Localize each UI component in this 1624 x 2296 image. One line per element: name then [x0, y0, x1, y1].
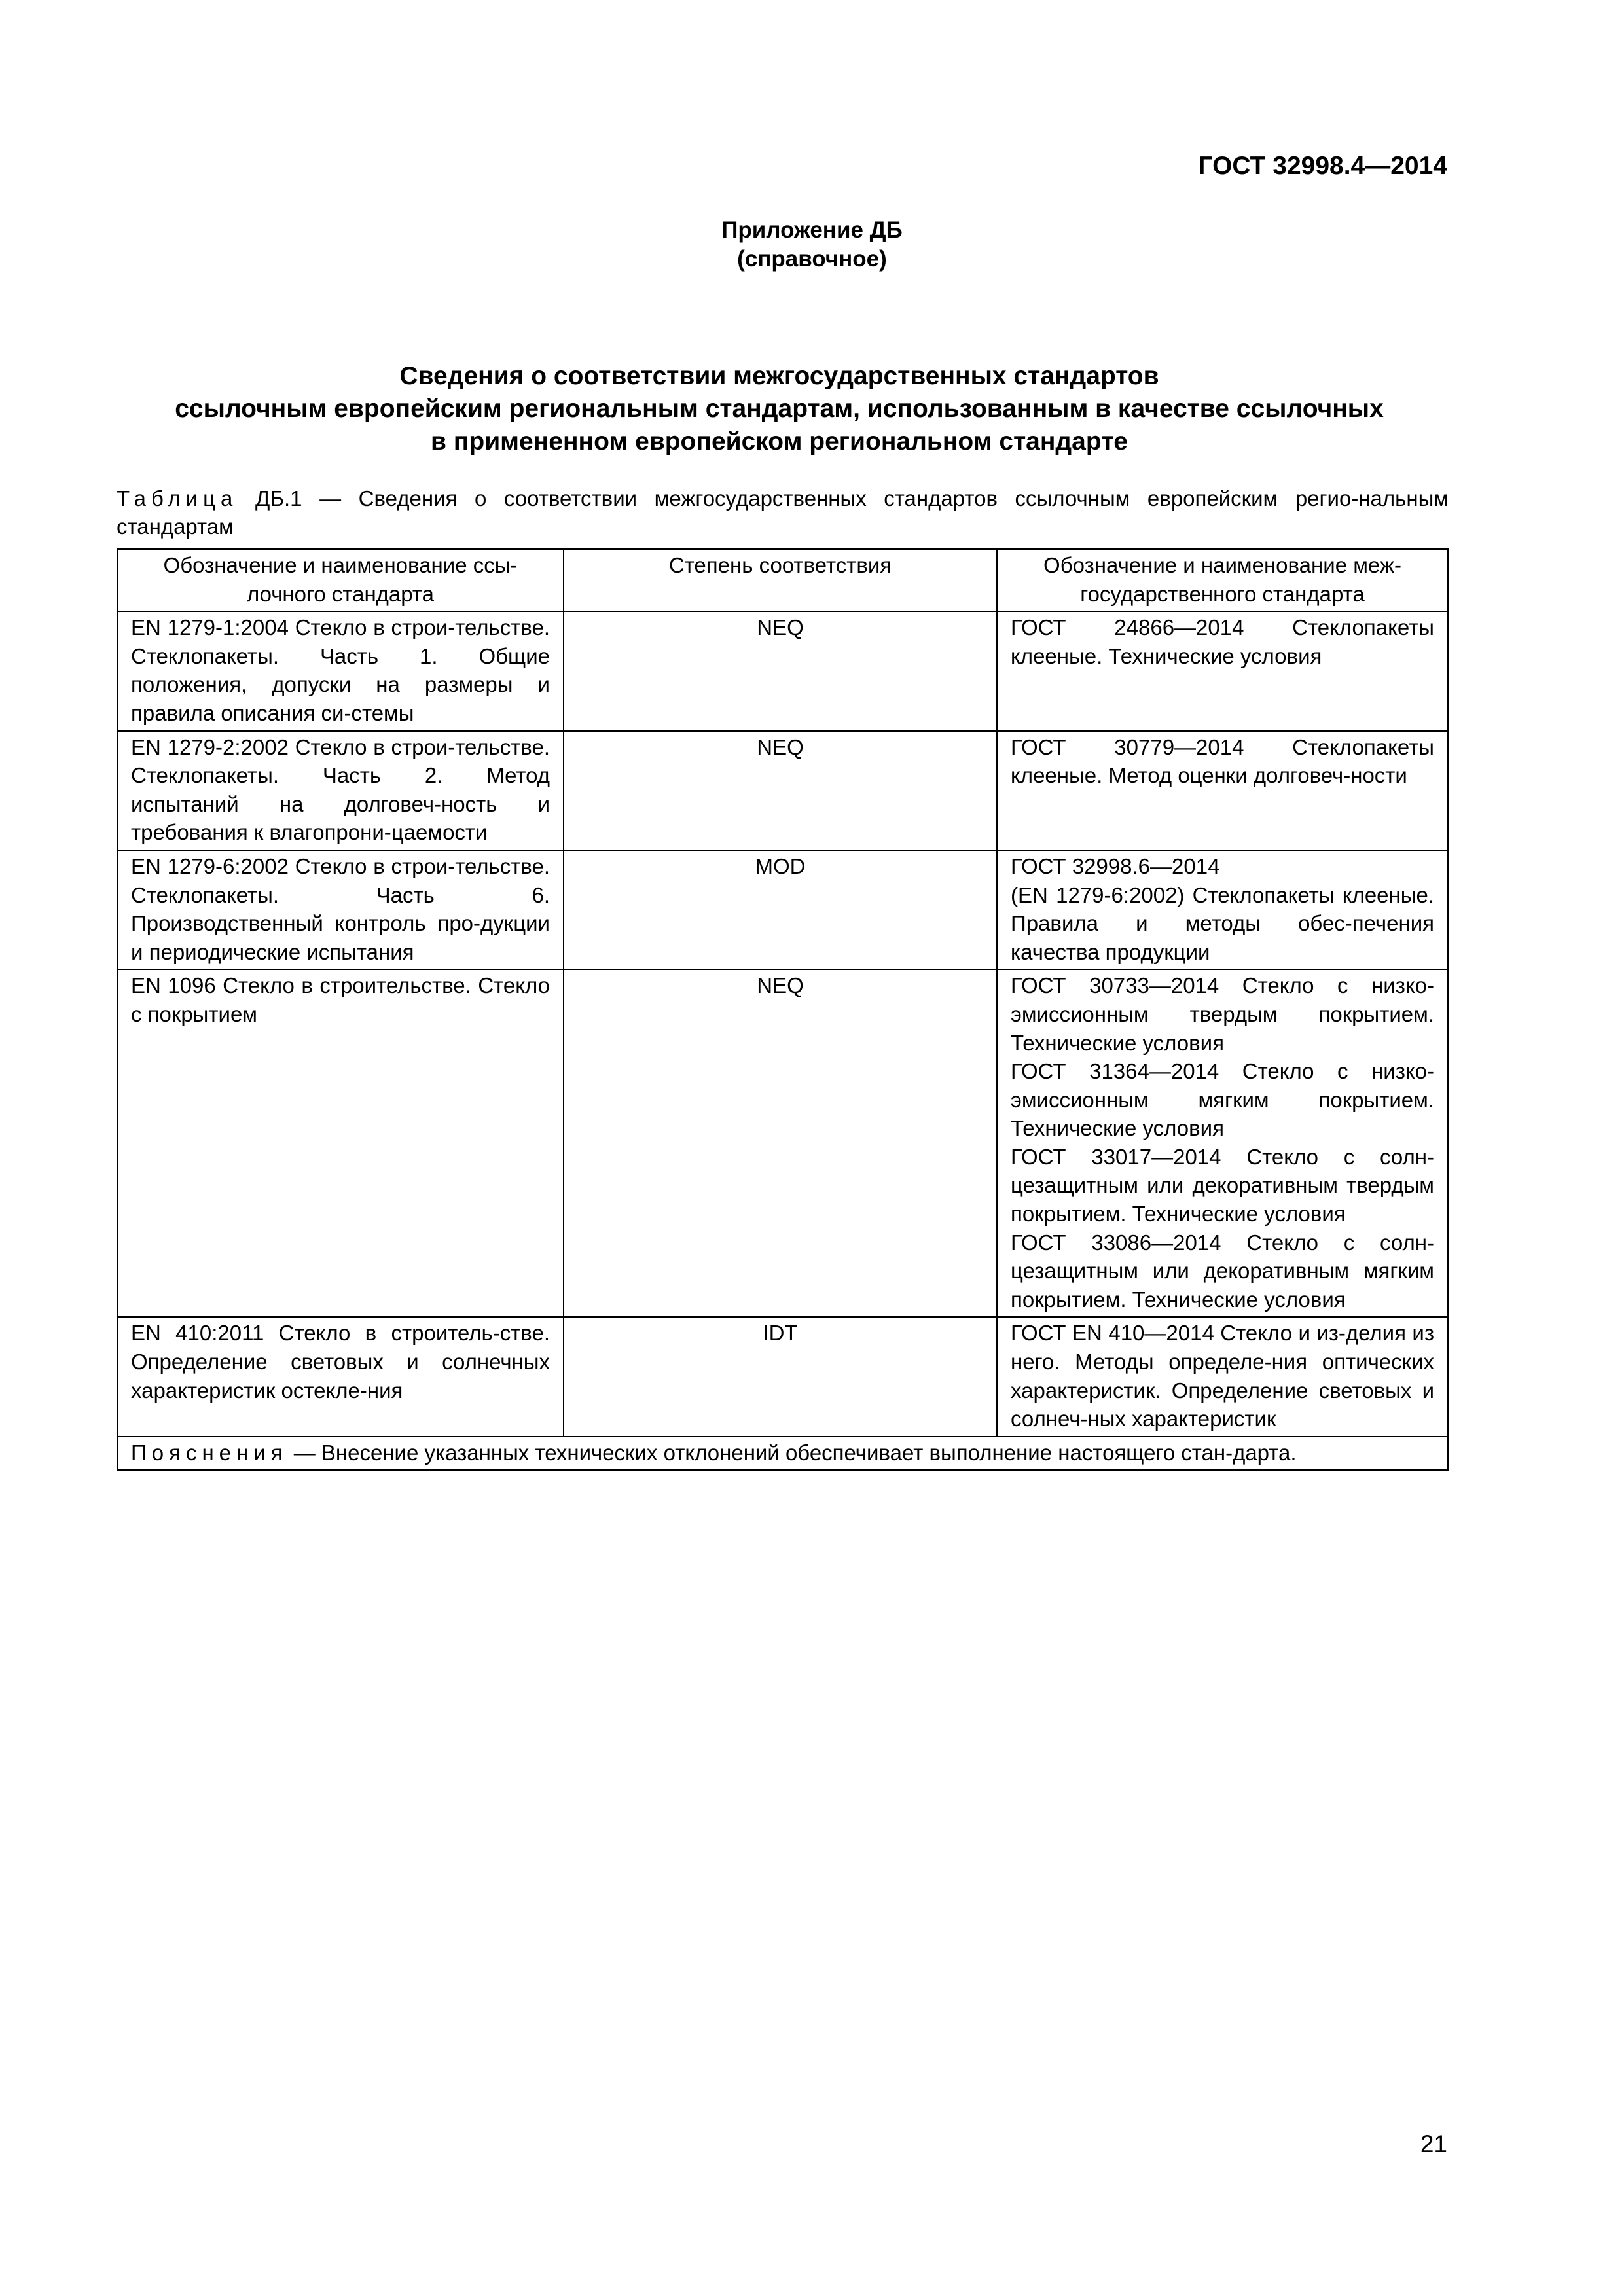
- gost-entry: ГОСТ 30779—2014 Стеклопакеты клееные. Метод оценки долговеч-ности: [1011, 734, 1434, 788]
- table-row: [117, 969, 1448, 1317]
- table-row: [117, 850, 1448, 969]
- page-number: 21: [1420, 2130, 1447, 2157]
- table-caption-label: Таблица: [117, 486, 238, 511]
- interstate-standard-cell: [997, 850, 1448, 969]
- section-title-line-2: ссылочным европейским региональным стандартам, использованным в качестве ссылочных: [175, 395, 1384, 423]
- gost-entry: ГОСТ 33086—2014 Стекло с солн-цезащитным или декоративным мягким покрытием. Технические условия: [1011, 1230, 1434, 1312]
- interstate-standard-cell: [997, 1317, 1448, 1436]
- header-interstate-standard: Обозначение и наименование меж-государственного стандарта: [997, 549, 1448, 611]
- table-row: [117, 611, 1448, 730]
- table-row: [117, 731, 1448, 850]
- degree-cell: MOD: [564, 850, 997, 969]
- interstate-standard-cell: [997, 731, 1448, 850]
- gost-entry: ГОСТ 30733—2014 Стекло с низко-эмиссионным твердым покрытием. Технические условия: [1011, 973, 1434, 1055]
- degree-cell: NEQ: [564, 731, 997, 850]
- reference-standard-cell: EN 1096 Стекло в строительстве. Стекло с покрытием: [117, 969, 564, 1317]
- gost-entry: ГОСТ 31364—2014 Стекло с низко-эмиссионным мягким покрытием. Технические условия: [1011, 1059, 1434, 1141]
- gost-entry: ГОСТ 24866—2014 Стеклопакеты клееные. Технические условия: [1011, 615, 1434, 668]
- annex-heading: [0, 216, 1624, 274]
- interstate-standard-cell: [997, 969, 1448, 1317]
- reference-standard-cell: EN 1279-2:2002 Стекло в строи-тельстве. Стеклопакеты. Часть 2. Метод испытаний на долговеч-ность и требования к влагопрони-цаемости: [117, 731, 564, 850]
- gost-entry: ГОСТ EN 410—2014 Стекло и из-делия из него. Методы определе-ния оптических характеристик. Определение световых и солнеч-ных характеристик: [1011, 1321, 1434, 1431]
- table-caption: [117, 484, 1449, 541]
- table-caption-text: ДБ.1 — Сведения о соответствии межгосударственных стандартов ссылочным европейским регио-нальным стандартам: [117, 486, 1449, 539]
- document-code: ГОСТ 32998.4—2014: [1198, 152, 1447, 180]
- degree-cell: IDT: [564, 1317, 997, 1436]
- reference-standard-cell: EN 410:2011 Стекло в строитель-стве. Определение световых и солнечных характеристик остекле-ния: [117, 1317, 564, 1436]
- table-notes: [117, 1437, 1448, 1471]
- gost-entry: (EN 1279-6:2002) Стеклопакеты клееные. Правила и методы обес-печения качества продукции: [1011, 882, 1434, 964]
- table-header-row: [117, 549, 1448, 611]
- interstate-standard-cell: [997, 611, 1448, 730]
- table-notes-row: [117, 1437, 1448, 1471]
- gost-entry: ГОСТ 33017—2014 Стекло с солн-цезащитным или декоративным твердым покрытием. Технические условия: [1011, 1144, 1434, 1227]
- section-title: [98, 360, 1460, 458]
- reference-standard-cell: EN 1279-6:2002 Стекло в строи-тельстве. Стеклопакеты. Часть 6. Производственный контроль про-дукции и периодические испытания: [117, 850, 564, 969]
- table-row: [117, 1317, 1448, 1436]
- section-title-line-3: в примененном европейском региональном стандарте: [431, 427, 1128, 456]
- gost-entry: ГОСТ 32998.6—2014: [1011, 853, 1220, 878]
- annex-kind: (справочное): [737, 246, 887, 272]
- reference-standard-cell: EN 1279-1:2004 Стекло в строи-тельстве. Стеклопакеты. Часть 1. Общие положения, допуски на размеры и правила описания си-стемы: [117, 611, 564, 730]
- notes-label: Пояснения: [131, 1440, 288, 1465]
- notes-text: — Внесение указанных технических отклонений обеспечивает выполнение настоящего стан-дарта.: [287, 1440, 1297, 1465]
- degree-cell: NEQ: [564, 611, 997, 730]
- header-reference-standard: Обозначение и наименование ссы-лочного стандарта: [117, 549, 564, 611]
- degree-cell: NEQ: [564, 969, 997, 1317]
- annex-title: Приложение ДБ: [721, 217, 903, 243]
- header-degree: Степень соответствия: [564, 549, 997, 611]
- section-title-line-1: Сведения о соответствии межгосударственных стандартов: [399, 362, 1159, 390]
- compliance-table: [117, 548, 1449, 1471]
